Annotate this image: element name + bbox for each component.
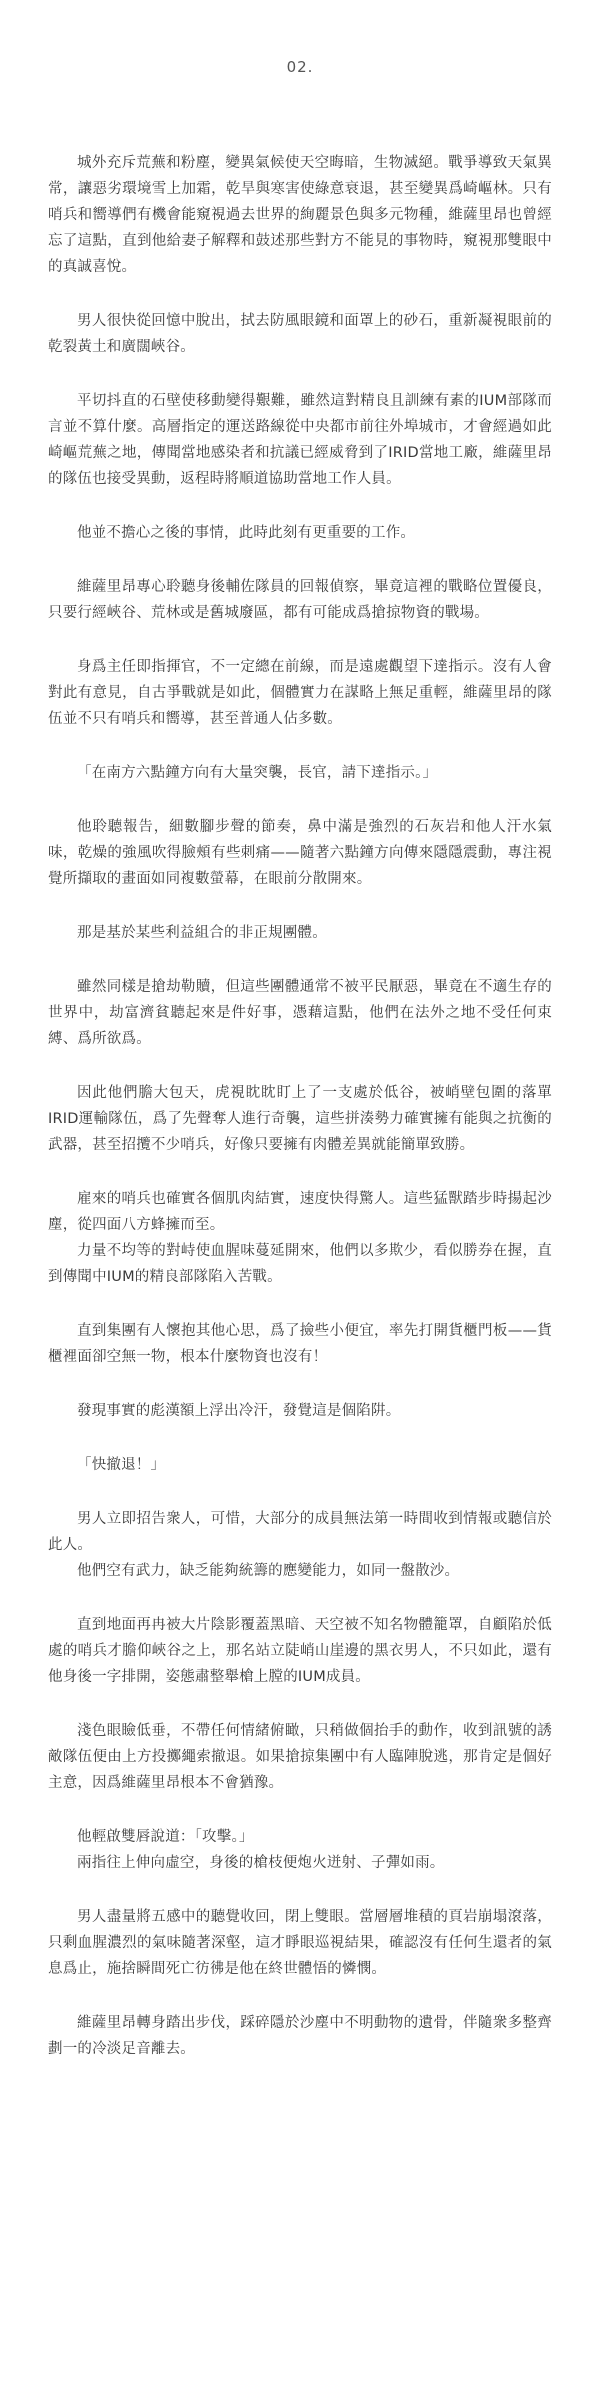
paragraph-text: 「在南方六點鐘方向有大量突襲，長官，請下達指示。」 (77, 765, 438, 781)
story-paragraph (48, 1398, 552, 1424)
story-paragraph (48, 974, 552, 1052)
paragraph-text: 兩指往上伸向虛空，身後的槍枝便炮火迸射、子彈如雨。 (77, 1855, 445, 1871)
paragraph-text: 男人很快從回憶中脫出，拭去防風眼鏡和面罩上的砂石，重新凝視眼前的乾裂黃土和廣闊峽谷。 (48, 313, 552, 355)
story-paragraph (48, 520, 552, 546)
story-body (48, 150, 552, 2062)
paragraph-text: 直到集團有人懷抱其他心思，爲了撿些小便宜，率先打開貨櫃門板——貨櫃裡面卻空無一物，根本什麼物資也沒有！ (48, 1323, 552, 1365)
story-paragraph (48, 1080, 552, 1158)
story-paragraph (48, 1506, 552, 1584)
paragraph-text: 發現事實的彪漢額上浮出冷汗，發覺這是個陷阱。 (77, 1403, 401, 1419)
story-paragraph (48, 150, 552, 280)
story-paragraph (48, 2010, 552, 2062)
paragraph-text: 那是基於某些利益組合的非正規團體。 (77, 925, 327, 941)
paragraph-text: 他聆聽報告，細數腳步聲的節奏，鼻中滿是強烈的石灰岩和他人汗水氣味，乾燥的強風吹得臉頰有些刺痛——隨著六點鐘方向傳來隱隱震動，專注視覺所擷取的畫面如同複數螢幕，在眼前分散開來。 (48, 819, 552, 887)
paragraph-text: 身爲主任即指揮官，不一定總在前線，而是遠處觀望下達指示。沒有人會對此有意見，自古爭戰就是如此，個體實力在謀略上無足重輕，維薩里昂的隊伍並不只有哨兵和嚮導，甚至普通人佔多數。 (48, 659, 552, 727)
paragraph-text: 雖然同樣是搶劫勒贖，但這些團體通常不被平民厭惡，畢竟在不適生存的世界中，劫富濟貧聽起來是件好事，憑藉這點，他們在法外之地不受任何束縛、爲所欲爲。 (48, 979, 552, 1047)
story-paragraph (48, 1824, 552, 1876)
story-paragraph (48, 1612, 552, 1690)
paragraph-text: 他們空有武力，缺乏能夠統籌的應變能力，如同一盤散沙。 (77, 1563, 460, 1579)
story-paragraph (48, 1186, 552, 1290)
paragraph-text: 男人盡量將五感中的聽覺收回，閉上雙眼。當層層堆積的頁岩崩塌滾落，只剩血腥濃烈的氣味隨著深壑，這才睜眼巡視結果，確認沒有任何生還者的氣息爲止，施捨瞬間死亡彷彿是他在終世體悟的憐憫。 (48, 1909, 552, 1977)
paragraph-text: 雇來的哨兵也確實各個肌肉結實，速度快得驚人。這些猛獸踏步時揚起沙塵，從四面八方蜂擁而至。 (48, 1191, 552, 1233)
paragraph-text: 維薩里昂轉身踏出步伐，踩碎隱於沙塵中不明動物的遺骨，伴隨衆多整齊劃一的冷淡足音離去。 (48, 2015, 552, 2057)
paragraph-text: 平切抖直的石壁使移動變得艱難，雖然這對精良且訓練有素的IUM部隊而言並不算什麼。高層指定的運送路線從中央都市前往外埠城市，才會經過如此崎嶇荒蕪之地，傳聞當地感染者和抗議已經威脅到了IRID當地工廠，維薩里昂的隊伍也接受異動，返程時將順道協助當地工作人員。 (48, 393, 552, 487)
story-paragraph (48, 814, 552, 892)
story-paragraph (48, 574, 552, 626)
paragraph-text: 淺色眼瞼低垂，不帶任何情緒俯瞰，只稍做個抬手的動作，收到訊號的誘敵隊伍便由上方投擲繩索撤退。如果搶掠集團中有人臨陣脫逃，那肯定是個好主意，因爲維薩里昂根本不會猶豫。 (48, 1723, 552, 1791)
paragraph-text: 他輕啟雙唇說道：「攻擊。」 (77, 1829, 254, 1845)
paragraph-text: 他並不擔心之後的事情，此時此刻有更重要的工作。 (77, 525, 416, 541)
paragraph-text: 男人立即招告衆人，可惜，大部分的成員無法第一時間收到情報或聽信於此人。 (48, 1511, 552, 1553)
paragraph-text: 維薩里昂專心聆聽身後輔佐隊員的回報偵察，畢竟這裡的戰略位置優良，只要行經峽谷、荒林或是舊城廢區，都有可能成爲搶掠物資的戰場。 (48, 579, 552, 621)
story-paragraph (48, 760, 552, 786)
paragraph-text: 「快撤退！」 (77, 1457, 166, 1473)
story-paragraph (48, 1318, 552, 1370)
paragraph-text: 力量不均等的對峙使血腥味蔓延開來，他們以多欺少，看似勝券在握，直到傳聞中IUM的精良部隊陷入苦戰。 (48, 1243, 552, 1285)
story-paragraph (48, 388, 552, 492)
story-paragraph (48, 308, 552, 360)
paragraph-text: 直到地面再冉被大片陰影覆蓋黑暗、天空被不知名物體籠罩，自顧陷於低處的哨兵才膽仰峽谷之上，那名站立陡峭山崖邊的黑衣男人，不只如此，還有他身後一字排開，姿態肅整舉槍上膛的IUM成員。 (48, 1617, 552, 1685)
chapter-number: 02. (286, 58, 314, 76)
story-paragraph (48, 1904, 552, 1982)
story-paragraph (48, 654, 552, 732)
story-paragraph (48, 920, 552, 946)
story-paragraph (48, 1452, 552, 1478)
paragraph-text: 城外充斥荒蕪和粉塵，變異氣候使天空晦暗，生物滅絕。戰爭導致天氣異常，讓惡劣環境雪上加霜，乾旱與寒害使綠意衰退，甚至變異爲崎嶇林。只有哨兵和嚮導們有機會能窺視過去世界的絢麗景色與多元物種，維薩里昂也曾經忘了這點，直到他給妻子解釋和鼓述那些對方不能見的事物時，窺視那雙眼中的真誠喜悅。 (48, 155, 552, 275)
paragraph-text: 因此他們膽大包天，虎視眈眈盯上了一支處於低谷，被峭壁包圍的落單IRID運輸隊伍，爲了先聲奪人進行奇襲，這些拼湊勢力確實擁有能與之抗衡的武器，甚至招攬不少哨兵，好像只要擁有肉體差異就能簡單致勝。 (48, 1085, 552, 1153)
story-paragraph (48, 1718, 552, 1796)
